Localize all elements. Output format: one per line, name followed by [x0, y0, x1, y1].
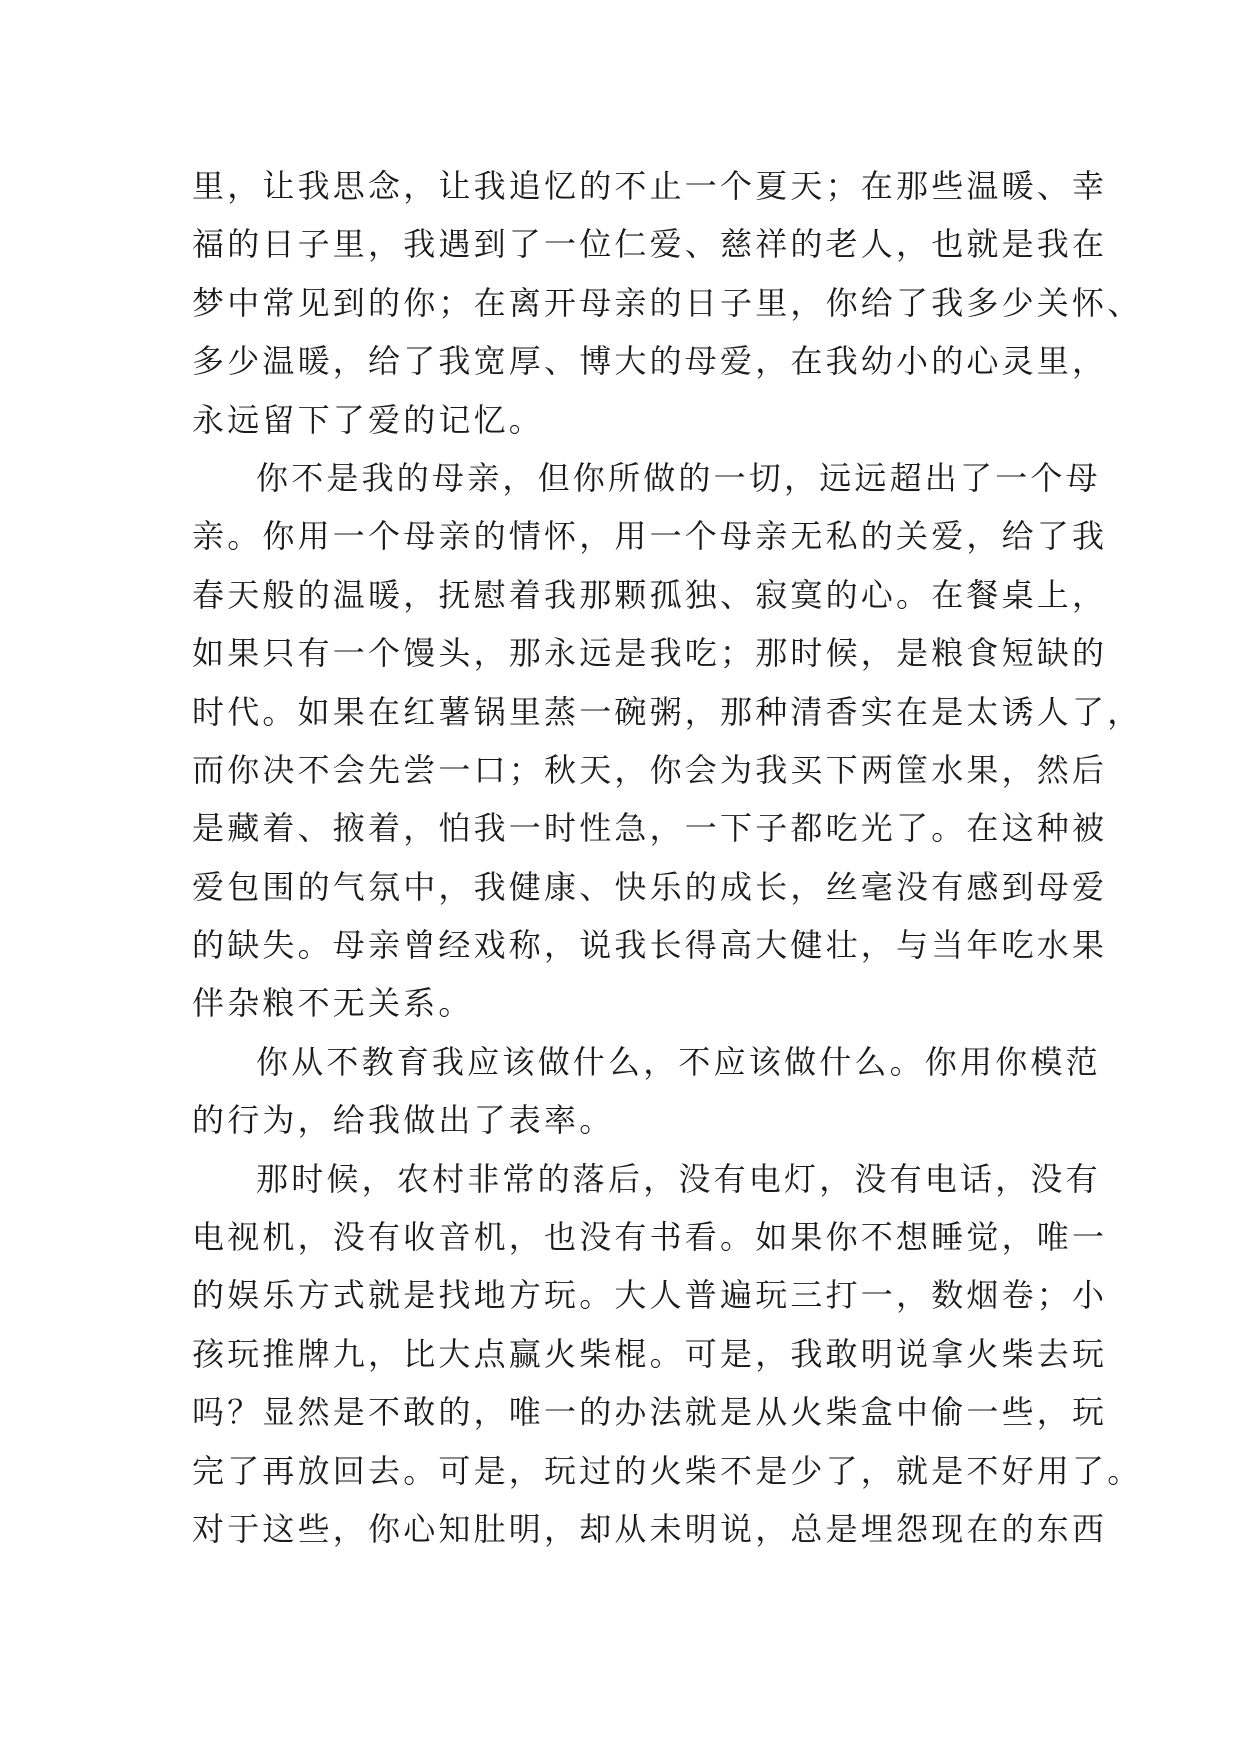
text-line: 春天般的温暖，抚慰着我那颗孤独、寂寞的心。在餐桌上，	[192, 575, 1108, 614]
text-line: 你不是我的母亲，但你所做的一切，远远超出了一个母	[256, 458, 1101, 497]
text-line: 的缺失。母亲曾经戏称，说我长得高大健壮，与当年吃水果	[192, 926, 1108, 965]
text-line: 爱包围的气氛中，我健康、快乐的成长，丝毫没有感到母爱	[192, 867, 1108, 906]
text-line: 而你决不会先尝一口；秋天，你会为我买下两筐水果，然后	[192, 750, 1108, 789]
text-line: 对于这些，你心知肚明，却从未明说，总是埋怨现在的东西	[192, 1509, 1108, 1548]
text-line: 时代。如果在红薯锅里蒸一碗粥，那种清香实在是太诱人了，	[192, 692, 1143, 731]
text-line: 是藏着、掖着，怕我一时性急，一下子都吃光了。在这种被	[192, 809, 1108, 848]
text-line: 如果只有一个馒头，那永远是我吃；那时候，是粮食短缺的	[192, 634, 1108, 673]
text-line: 多少温暖，给了我宽厚、博大的母爱，在我幼小的心灵里，	[192, 342, 1108, 381]
text-line: 的行为，给我做出了表率。	[192, 1101, 615, 1140]
text-line: 那时候，农村非常的落后，没有电灯，没有电话，没有	[256, 1159, 1101, 1198]
text-line: 伴杂粮不无关系。	[192, 984, 474, 1023]
text-line: 梦中常见到的你；在离开母亲的日子里，你给了我多少关怀、	[192, 283, 1143, 322]
text-line: 电视机，没有收音机，也没有书看。如果你不想睡觉，唯一	[192, 1218, 1108, 1257]
text-line: 福的日子里，我遇到了一位仁爱、慈祥的老人，也就是我在	[192, 225, 1108, 264]
text-line: 永远留下了爱的记忆。	[192, 400, 545, 439]
text-line: 完了再放回去。可是，玩过的火柴不是少了，就是不好用了。	[192, 1451, 1143, 1490]
text-line: 孩玩推牌九，比大点赢火柴棍。可是，我敢明说拿火柴去玩	[192, 1334, 1108, 1373]
text-line: 里，让我思念，让我追忆的不止一个夏天；在那些温暖、幸	[192, 167, 1108, 205]
document-body	[192, 157, 1143, 1558]
text-line: 亲。你用一个母亲的情怀，用一个母亲无私的关爱，给了我	[192, 517, 1108, 556]
text-line: 的娱乐方式就是找地方玩。大人普遍玩三打一，数烟卷；小	[192, 1276, 1108, 1315]
text-line: 吗？显然是不敢的，唯一的办法就是从火柴盒中偷一些，玩	[192, 1393, 1108, 1432]
text-line: 你从不教育我应该做什么，不应该做什么。你用你模范	[256, 1042, 1101, 1081]
